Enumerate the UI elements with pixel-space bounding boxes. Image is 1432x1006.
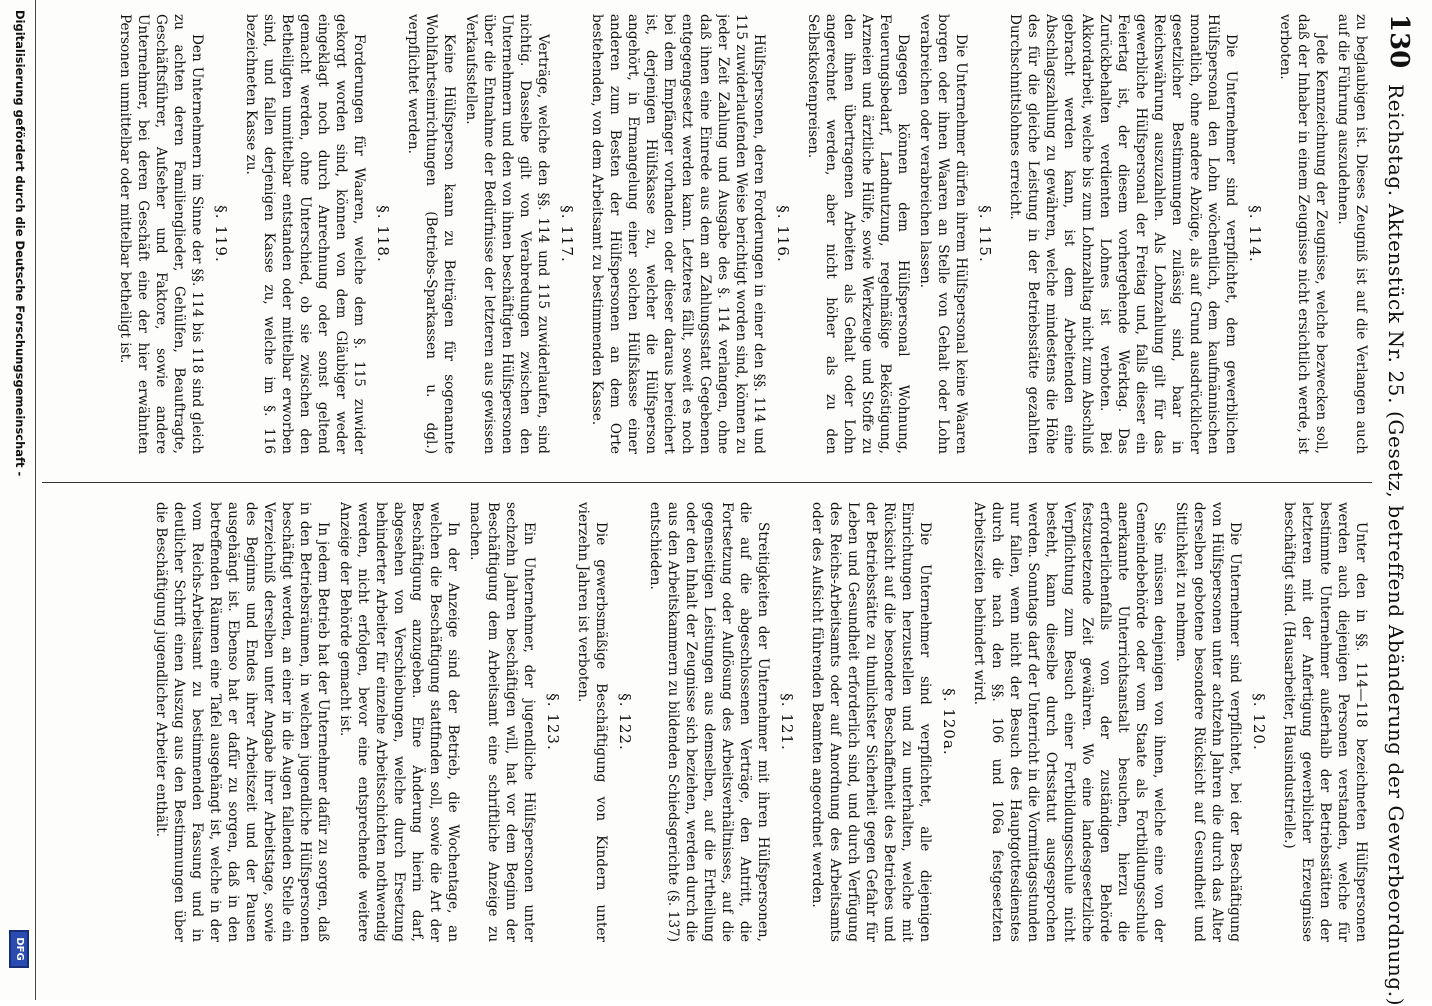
paragraph: Sie müssen denjenigen von ihnen, welche eine von der Gemeindebehörde oder vom Staate als Fortbildungsschule anerkannte Unterrichtsanstalt besuchen, hierzu die erforderlichenfalls von der zuständigen Behörde festzusetzende Zeit gewähren. Wo eine landesgesetzliche Verpflichtung zum Besuch einer Fortbildungsschule nicht besteht, kann dieselbe durch Ortsstatut ausgesprochen werden. Sonntags darf der Unterricht in die Vormittagsstunden nur fallen, wenn nicht der Besuch des Hauptgottesdienstes durch die nach den §§. 106 und 106a festgesetzten Arbeitszeiten behindert wird. xyxy=(971,502,1167,942)
paragraph: Forderungen für Waaren, welche dem §. 115 zuwider gekorgt worden sind, können von dem Gläubiger weder eingeklagt noch durch Anrechnung oder sonst geltend gemacht werden, ohne Unterschied, ob sie zwischen den Betheiligten unmittelbar entstanden oder mittelbar erworben sind, und fallen derjenigen Kasse zu, welche im §. 116 bezeichneten Kasse zu. xyxy=(243,14,367,454)
paragraph: In der Anzeige sind der Betrieb, die Wochentage, an welchen die Beschäftigung stattfinden soll, sowie die Art der Beschäftigung anzugeben. Eine Änderung hierin darf, abgesehen von Verschiebungen, welche durch Ersetzung behinderter Arbeiter für einzelne Arbeitsschichten nothwendig werden, nicht erfolgen, bevor eine entsprechende weitere Anzeige der Behörde gemacht ist. xyxy=(337,502,461,942)
paragraph: Ein Unternehmer, der jugendliche Hülfspersonen unter sechzehn Jahren beschäftigen will, hat vor dem Beginn der Beschäftigung dem Arbeitsamt eine schriftliche Anzeige zu machen. xyxy=(467,502,537,942)
paragraph: Den Unternehmern im Sinne der §§. 114 bis 118 sind gleich zu achten deren Familienglieder, Gehülfen, Beauftragte, Geschäftsführer, Aufseher und Faktore, sowie andere Unternehmer, bei deren Geschäft eine der hier erwähnten Personen unmittelbar oder mittelbar betheiligt ist. xyxy=(117,14,205,454)
paragraph: Die Unternehmer sind verpflichtet, dem gewerblichen Hülfspersonal den Lohn wöchentlich, dem kaufmännischen monatlich, ohne andere Abzüge, als auf Grund ausdrücklicher gesetzlicher Bestimmungen zulässig sind, baar in Reichswährung auszuzahlen. Als Lohnzahlung gilt für das gewerbliche Hülfspersonal der Freitag und, falls dieser ein Feiertag ist, der diesem vorhergehende Werktag. Das Zurückbehalten verdienten Lohnes ist verboten. Bei Akkordarbeit, welche bis zum Lohnzahltag nicht zum Abschluß gebracht werden kann, ist dem Arbeitenden eine Abschlagszahlung zu gewähren, welche mindestens die Höhe des für die gleiche Leistung in der Betriebsstätte gezahlten Durchschnittslohnes erreicht. xyxy=(1007,14,1239,454)
section-heading: §. 123. xyxy=(544,693,562,751)
paragraph: Hülfspersonen, deren Forderungen in einer den §§. 114 und 115 zuwiderlaufenden Weise berichtigt worden sind, können zu jeder Zeit Zahlung und Ausgabe des §. 114 verlangen, ohne daß ihnen eine Einrede aus dem an Zahlungsstatt Gegebenen entgegengesetzt werden kann. Letzteres fällt, soweit es noch bei dem Empfänger vorhanden oder dieser daraus bereichert ist, derjenigen Hülfskasse zu, welcher die Hülfsperson angehört, in Ermangelung einer solchen Hülfskasse einer anderen zum Besten der Hülfspersonen an dem Orte bestehenden, von dem Arbeitsamt zu bestimmenden Kasse. xyxy=(589,14,767,454)
right-column xyxy=(40,502,1370,942)
paragraph: In jedem Betrieb hat der Unternehmer dafür zu sorgen, daß in den Betriebsräumen, in welchen jugendliche Hülfspersonen beschäftigt werden, an einer in die Augen fallenden Stelle ein Verzeichniß derselben unter Angabe ihrer Arbeitstage, sowie des Beginns und Endes ihrer Arbeitszeit und der Pausen ausgehängt ist. Ebenso hat er dafür zu sorgen, daß in den betreffenden Räumen eine Tafel ausgehängt ist, welche in der vom Reichs-Arbeitsamt zu bestimmenden Fassung und in deutlicher Schrift einen Auszug aus den Bestimmungen über die Beschäftigung jugendlicher Arbeiter enthält. xyxy=(153,502,331,942)
paragraph: Die gewerbsmäßige Beschäftigung von Kindern unter vierzehn Jahren ist verboten. xyxy=(575,502,609,942)
paragraph: Die Unternehmer sind verpflichtet, alle diejenigen Einrichtungen herzustellen und zu unterhalten, welche mit Rücksicht auf die besondere Beschaffenheit des Betriebes und der Betriebsstätte zu thunlichster Sicherheit gegen Gefahr für Leben und Gesundheit erforderlich sind, und durch Verfügung des Reichs-Arbeitsamts oder auf Anordnung des Arbeitsamts oder des Aufsicht führenden Beamten angeordnet werden. xyxy=(809,502,933,942)
paragraph: zu beglaubigen ist. Dieses Zeugniß ist auf die Verlangen auch auf die Führung auszudehnen. xyxy=(1335,14,1369,454)
scan-edge-line xyxy=(35,0,36,1000)
credit-text: Digitalisierung gefördert durch die Deutsche Forschungsgemeinschaft - xyxy=(13,10,27,477)
dfg-logo: DFG xyxy=(9,930,29,968)
paragraph: Keine Hülfsperson kann zu Beiträgen für sogenannte Wohlfahrtseinrichtungen (Betriebs-Sparkassen u. dgl.) verpflichtet werden. xyxy=(405,14,457,454)
section-heading: §. 118. xyxy=(374,205,392,263)
section-heading: §. 115. xyxy=(976,205,994,263)
section-heading: §. 114. xyxy=(1246,205,1264,263)
paragraph: Jede Kennzeichnung der Zeugnisse, welche bezwecken soll, daß der Inhaber in einem Zeugnisse nicht ersichtlich werde, ist verboten. xyxy=(1277,14,1329,454)
paragraph: Unter den in §§. 114—118 bezeichneten Hülfspersonen werden auch diejenigen Personen verstanden, welche für bestimmte Unternehmer außerhalb der Betriebsstätten der letzteren mit der Anfertigung gewerblicher Erzeugnisse beschäftigt sind. (Hausarbeiter, Hausindustrielle.) xyxy=(1281,502,1369,942)
column-divider xyxy=(42,482,1372,483)
section-heading: §. 119. xyxy=(212,205,230,263)
running-title: Reichstag. Aktenstück Nr. 25. (Gesetz, betreffend Abänderung der Gewerbeordnung.) xyxy=(1384,84,1408,1006)
paragraph: Die Unternehmer dürfen ihrem Hülfspersonal keine Waaren borgen oder ihnen Waaren an Stelle von Gehalt oder Lohn verabreichen oder verabreichen lassen. xyxy=(917,14,969,454)
left-column xyxy=(40,14,1370,454)
digitization-credit xyxy=(7,10,31,990)
paragraph: Die Unternehmer sind verpflichtet, bei der Beschäftigung von Hülfspersonen unter achtzehn Jahren die durch das Alter derselben gebotene besondere Rücksicht auf Gesundheit und Sittlichkeit zu nehmen. xyxy=(1173,502,1243,942)
section-heading: §. 121. xyxy=(778,693,796,751)
page-number: 130 xyxy=(1384,14,1414,69)
section-heading: §. 120. xyxy=(1250,693,1268,751)
paragraph: Verträge, welche den §§. 114 und 115 zuwiderlaufen, sind nichtig. Dasselbe gilt von Verabredungen zwischen den Unternehmern und den von ihnen beschäftigten Hülfspersonen über die Entnahme der Bedürfnisse der letzteren aus gewissen Verkaufsstellen. xyxy=(463,14,551,454)
section-heading: §. 116. xyxy=(774,205,792,263)
page-header xyxy=(1374,14,1414,1006)
section-heading: §. 120a. xyxy=(940,688,958,756)
paragraph: Dagegen können dem Hülfspersonal Wohnung, Feuerungsbedarf, Landnutzung, regelmäßige Beköstigung, Arzneien und ärztliche Hülfe, sowie Werkzeuge und Stoffe zu den ihnen übertragenen Arbeiten als Gehalt oder Lohn angerechnet werden, aber nicht höher als zu den Selbstkostenpreisen. xyxy=(805,14,911,454)
section-heading: §. 122. xyxy=(616,693,634,751)
paragraph: Streitigkeiten der Unternehmer mit ihren Hülfspersonen, die auf die abgeschlossenen Verträge, den Antritt, die Fortsetzung oder Auflösung des Arbeitsverhältnisses, auf die gegenseitigen Leistungen aus demselben, auf die Ertheilung oder den Inhalt der Zeugnisse sich beziehen, werden durch die aus den Arbeitskammern zu bildenden Schiedsgerichte (§. 137) entschieden. xyxy=(647,502,771,942)
section-heading: §. 117. xyxy=(558,205,576,263)
